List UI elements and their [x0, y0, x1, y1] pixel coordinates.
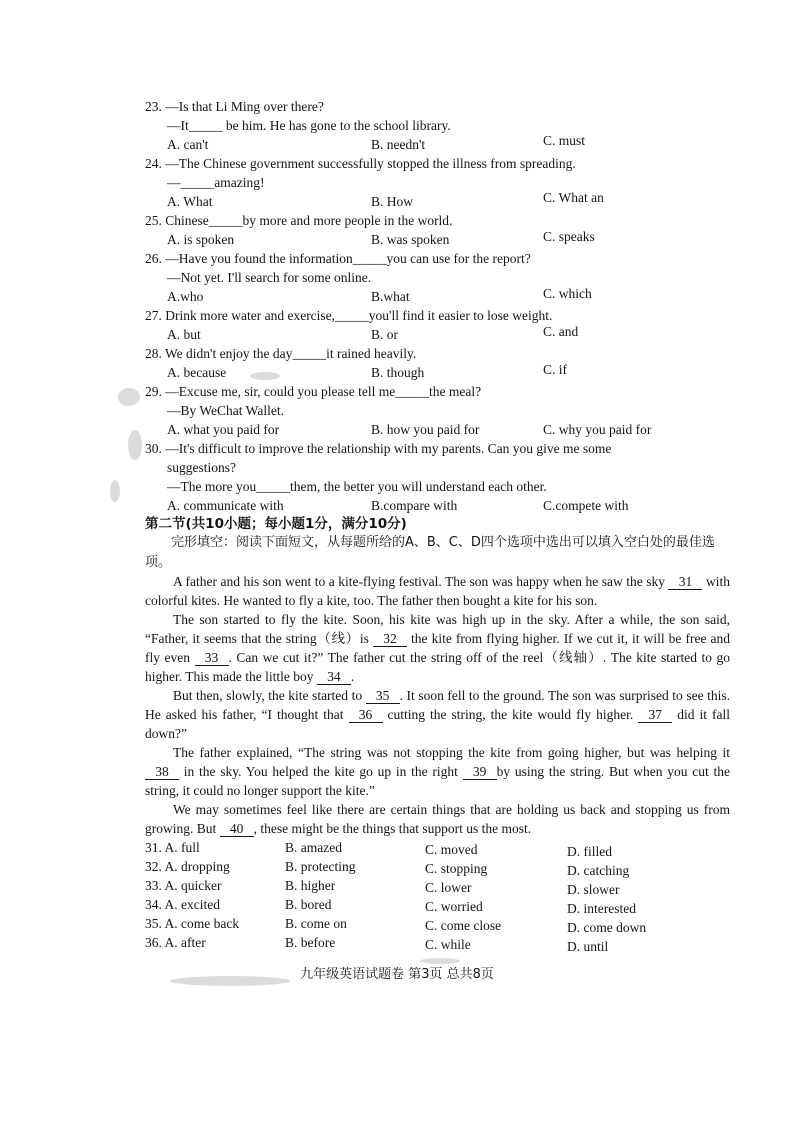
option-c: C. must [543, 133, 586, 148]
blank-37: 37 [638, 707, 672, 723]
cloze-option-35b: B. come on [285, 916, 347, 931]
scan-speck [170, 976, 290, 986]
cloze-option-36a: 36. A. after [145, 935, 206, 950]
blank-38: 38 [145, 764, 179, 780]
cloze-option-36b: B. before [285, 935, 336, 950]
question-29-stem: 29. —Excuse me, sir, could you please tell me_____the meal? [145, 384, 482, 399]
question-28-stem: 28. We didn't enjoy the day_____it rained heavily. [145, 346, 417, 361]
option-c: C. why you paid for [543, 422, 652, 437]
blank-33: 33 [195, 650, 229, 666]
section-instruction: 完形填空：阅读下面短文，从每题所给的A、B、C、D四个选项中选出可以填入空白处的最佳选项。 [145, 535, 715, 570]
cloze-option-35a: 35. A. come back [145, 916, 240, 931]
question-24-line: —_____amazing! [167, 175, 265, 190]
blank-36: 36 [349, 707, 383, 723]
blank-35: 35 [366, 688, 400, 704]
question-30-line: suggestions? [167, 460, 236, 475]
cloze-option-33a: 33. A. quicker [145, 878, 222, 893]
option-a: A.who [167, 289, 204, 304]
option-a: A. What [167, 194, 213, 209]
cloze-option-32b: B. protecting [285, 859, 356, 874]
question-24-stem: 24. —The Chinese government successfully stopped the illness from spreading. [145, 156, 576, 171]
cloze-option-34a: 34. A. excited [145, 897, 220, 912]
option-a: A. but [167, 327, 201, 342]
cloze-option-33c: C. lower [425, 880, 472, 895]
cloze-option-36d: D. until [567, 939, 609, 954]
question-23-stem: 23. —Is that Li Ming over there? [145, 99, 324, 114]
option-b: B. though [371, 365, 425, 380]
option-b: B.compare with [371, 498, 458, 513]
cloze-option-31b: B. amazed [285, 840, 342, 855]
option-c: C. which [543, 286, 592, 301]
passage-paragraph-3: But then, slowly, the kite started to 35 . It soon fell to the ground. The son was surprised to see this. He asked his father, “I thought that 36 cutting the string, the kite would fly higher. 37 did it fall down?” [145, 688, 730, 741]
passage-paragraph-1: A father and his son went to a kite-flying festival. The son was happy when he saw the sky 31 with colorful kites. He wanted to fly a kite, too. The father then bought a kite for his son. [145, 574, 730, 608]
option-b: B. how you paid for [371, 422, 480, 437]
cloze-option-35d: D. come down [567, 920, 647, 935]
blank-34: 34 [317, 669, 351, 685]
scan-speck [128, 430, 142, 460]
scan-speck [250, 372, 280, 380]
cloze-option-32a: 32. A. dropping [145, 859, 230, 874]
option-b: B. was spoken [371, 232, 450, 247]
option-c: C. and [543, 324, 579, 339]
option-a: A. what you paid for [167, 422, 280, 437]
cloze-option-31a: 31. A. full [145, 840, 200, 855]
cloze-option-33d: D. slower [567, 882, 620, 897]
question-27-stem: 27. Drink more water and exercise,_____you'll find it easier to lose weight. [145, 308, 553, 323]
scan-speck [420, 958, 460, 964]
option-a: A. is spoken [167, 232, 235, 247]
question-26-line: —Not yet. I'll search for some online. [167, 270, 372, 285]
question-25-stem: 25. Chinese_____by more and more people in the world. [145, 213, 453, 228]
cloze-option-34d: D. interested [567, 901, 636, 916]
scan-speck [118, 388, 140, 406]
cloze-option-32d: D. catching [567, 863, 630, 878]
question-29-line: —By WeChat Wallet. [167, 403, 284, 418]
question-23-line: —It_____ be him. He has gone to the school library. [167, 118, 451, 133]
option-b: B. or [371, 327, 398, 342]
cloze-option-34b: B. bored [285, 897, 332, 912]
option-c: C. What an [543, 190, 604, 205]
question-26-stem: 26. —Have you found the information_____you can use for the report? [145, 251, 531, 266]
question-30-line: —The more you_____them, the better you will understand each other. [167, 479, 547, 494]
cloze-option-34c: C. worried [425, 899, 483, 914]
cloze-option-31d: D. filled [567, 844, 612, 859]
blank-40: 40 [220, 821, 254, 837]
option-c: C. speaks [543, 229, 595, 244]
page-footer: 九年级英语试题卷 第3页 总共8页 [300, 967, 494, 982]
blank-32: 32 [373, 631, 407, 647]
cloze-option-33b: B. higher [285, 878, 336, 893]
option-c: C.compete with [543, 498, 629, 513]
option-c: C. if [543, 362, 568, 377]
passage-paragraph-5: We may sometimes feel like there are certain things that are holding us back and stopping us from growing. But 40 , these might be the things that support us the most. [145, 802, 730, 836]
blank-31: 31 [668, 574, 702, 590]
option-b: B. How [371, 194, 414, 209]
passage-paragraph-4: The father explained, “The string was not stopping the kite from going higher, but was helping it 38 in the sky. You helped the kite go up in the right 39 by using the string. But when you cut the string, it could no longer support the kite.” [145, 745, 731, 798]
option-a: A. can't [167, 137, 209, 152]
cloze-option-32c: C. stopping [425, 861, 488, 876]
cloze-option-35c: C. come close [425, 918, 502, 933]
option-a: A. because [167, 365, 227, 380]
question-30-stem: 30. —It's difficult to improve the relationship with my parents. Can you give me some [145, 441, 612, 456]
option-a: A. communicate with [167, 498, 284, 513]
cloze-option-36c: C. while [425, 937, 471, 952]
blank-39: 39 [463, 764, 497, 780]
option-b: B.what [371, 289, 410, 304]
section-heading: 第二节(共10小题；每小题1分，满分10分) [145, 516, 407, 532]
passage-paragraph-2: The son started to fly the kite. Soon, his kite was high up in the sky. After a while, the son said, “Father, it seems that the string（线）is 32 the kite from flying higher. If we cut it, it will be free and fly even 33 . Can we cut it?” The father cut the string off of the reel（线轴）. The kite started to go higher. This made the little boy 34 . [145, 612, 731, 684]
cloze-option-31c: C. moved [425, 842, 478, 857]
option-b: B. needn't [371, 137, 426, 152]
scan-speck [110, 480, 120, 502]
